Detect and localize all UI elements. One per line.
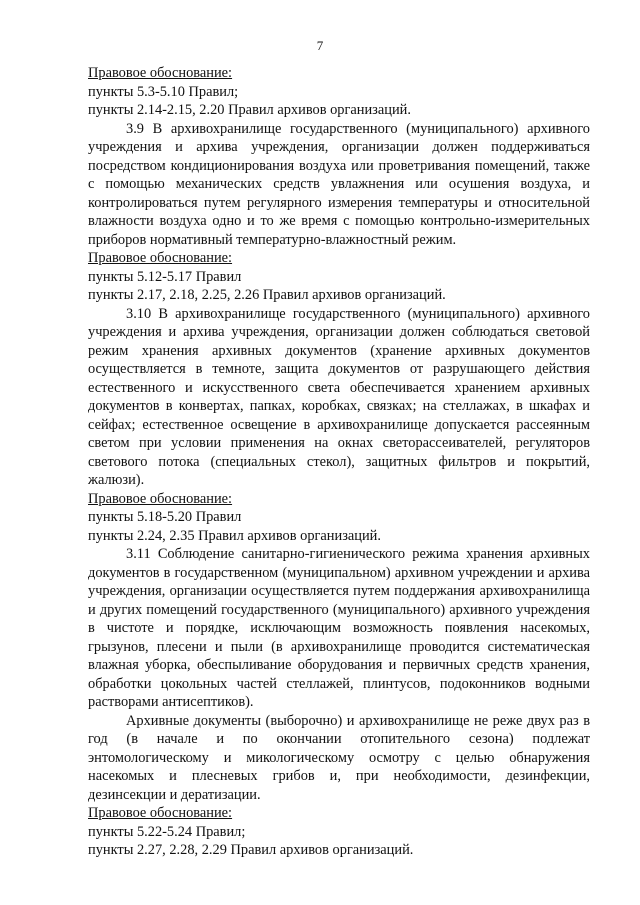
legal-basis-heading: Правовое обоснование: <box>88 65 233 81</box>
section-3-10-paragraph: 3.10 В архивохранилище государственного (муниципального) архивного учреждения и архива учреждения, организации должен соблюдаться световой режим хранения архивных документов (хранение архивных документов осуществляется в темноте, защита документов от разрушающего действия естественного и искусственного света обеспечивается хранением архивных документов в конвертах, папках, коробках, связках; на стеллажах, в шкафах и сейфах; естественное освещение в архивохранилище допускается рассеянным светом при условии применения на окнах светорассеивателей, регуляторов светового потока (специальных стекол), защитных фильтров и покрытий, жалюзи). <box>88 305 590 488</box>
section-3-9-paragraph: 3.9 В архивохранилище государственного (муниципального) архивного учреждения и архива учреждения, организации должен поддерживаться посредством кондиционирования воздуха или проветривания помещений, также с помощью механических средств увлажнения или осушения воздуха, и контролироваться путем регулярного измерения температуры и относительной влажности воздуха одно и то же время с помощью контрольно-измерительных приборов нормативный температурно-влажностный режим. <box>88 120 590 248</box>
section-3-11-paragraph: 3.11 Соблюдение санитарно-гигиенического режима хранения архивных документов в государственном (муниципальном) архивном учреждении и архива учреждения, организации осуществляется путем поддержания архивохранилища и других помещений государственного (муниципального) архивного учреждения в чистоте и порядке, исключающим возможность появления насекомых, грызунов, плесени и пыли (в архивохранилище проводится систематическая влажная уборка, обеспыливание оборудования и первичных средств хранения, обработки цокольных частей стеллажей, плинтусов, подоконников водными растворами антисептиков). <box>88 546 590 710</box>
reference-line: пункты 2.14-2.15, 2.20 Правил архивов организаций. <box>88 102 411 118</box>
reference-line: пункты 5.3-5.10 Правил; <box>88 83 239 100</box>
reference-line: пункты 2.24, 2.35 Правил архивов организаций. <box>88 527 381 544</box>
legal-basis-heading: Правовое обоснование: <box>88 250 233 266</box>
reference-line: пункты 2.17, 2.18, 2.25, 2.26 Правил архивов организаций. <box>88 287 446 303</box>
document-body <box>88 64 590 860</box>
legal-basis-heading: Правовое обоснование: <box>88 490 233 507</box>
reference-line: пункты 2.27, 2.28, 2.29 Правил архивов организаций. <box>88 842 414 858</box>
reference-line: пункты 5.22-5.24 Правил; <box>88 823 246 840</box>
reference-line: пункты 5.12-5.17 Правил <box>88 268 242 285</box>
reference-line: пункты 5.18-5.20 Правил <box>88 509 242 525</box>
legal-basis-heading: Правовое обоснование: <box>88 805 233 821</box>
page-number: 7 <box>316 38 324 53</box>
inspection-paragraph: Архивные документы (выборочно) и архивохранилище не реже двух раз в год (в начале и по окончании отопительного сезона) подлежат энтомологическому и микологическому осмотру с целью обнаружения насекомых и плесневых грибов и, при необходимости, дезинфекции, дезинсекции и дератизации. <box>88 712 590 803</box>
